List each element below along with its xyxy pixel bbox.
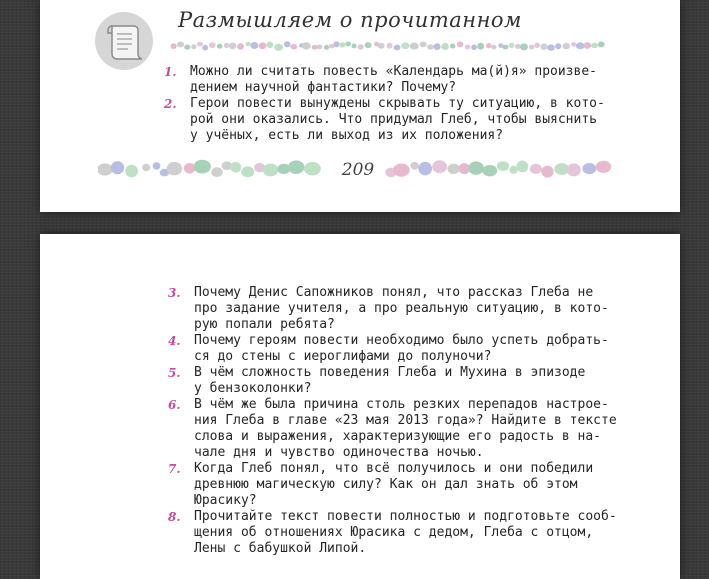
decorative-dot [401, 42, 409, 49]
decorative-dot [284, 41, 291, 47]
decorative-dot [345, 42, 351, 47]
decorative-dot [427, 44, 434, 49]
decorative-dot [250, 42, 258, 49]
question-text: Герои повести вынуждены скрывать ту ситуацию, в кото- рой они оказались. Что придумал Глеб, чтобы выяснить у учёных, есть ли выход из их положения? [190, 96, 605, 143]
decorative-dot [197, 42, 203, 47]
decorative-dot [277, 164, 290, 174]
decorative-dot [450, 44, 455, 49]
decorative-dot [457, 41, 464, 47]
decorative-dot [393, 164, 410, 177]
decorative-dot [171, 43, 177, 49]
decorative-dot [534, 43, 540, 48]
decorative-dot [142, 164, 150, 171]
decorative-dot [517, 161, 529, 173]
decorative-dot [576, 42, 585, 49]
decorative-dot [434, 43, 441, 50]
decorative-dot [230, 162, 241, 173]
decorative-dot [441, 43, 449, 50]
decorative-dot [432, 160, 447, 173]
decorative-dot [241, 166, 254, 177]
question-number: 7. [168, 462, 181, 476]
section-title: Размышляем о прочитанном [178, 8, 522, 32]
top-page [40, 0, 680, 212]
scroll-icon [95, 12, 153, 70]
decorative-dot [465, 45, 471, 50]
bottom-page [40, 234, 680, 579]
decorative-dot [555, 43, 561, 49]
footer-decorative-dots-left [98, 158, 330, 180]
decorative-dot [547, 44, 555, 50]
page-number: 209 [341, 160, 375, 180]
decorative-dot [482, 165, 497, 176]
decorative-dot [530, 164, 542, 174]
decorative-dot [304, 162, 321, 176]
decorative-dot [394, 45, 401, 51]
question-item [168, 365, 630, 397]
decorative-dot [211, 167, 222, 177]
decorative-dot [191, 44, 196, 49]
decorative-dot [302, 42, 311, 49]
decorative-dot [98, 163, 113, 175]
decorative-dot [497, 161, 509, 171]
footer-decorative-dots-right [384, 158, 620, 180]
decorative-dot [290, 44, 297, 50]
question-list-bottom [168, 285, 630, 557]
decorative-dot [184, 163, 195, 174]
decorative-dot [459, 163, 470, 174]
decorative-dot [209, 42, 216, 48]
decorative-dot [111, 161, 124, 174]
decorative-dot [177, 42, 184, 48]
question-item [164, 96, 626, 144]
decorative-dot [184, 45, 190, 50]
decorative-dot [420, 42, 427, 48]
question-text: В чём же была причина столь резких перепадов настрое- ния Глеба в главе «23 мая 2013 года»? Найдите в тексте слова и выражения, характеризующие его радость в на- чале дня и чувство одиночества ночью. [194, 397, 617, 460]
decorative-dot [447, 164, 460, 174]
decorative-dot [194, 160, 211, 174]
question-number: 6. [168, 398, 181, 412]
decorative-dot [584, 42, 591, 49]
decorative-dot [567, 163, 581, 176]
decorative-dot [237, 43, 244, 50]
decorative-dot [410, 43, 419, 50]
decorative-dot [246, 42, 251, 47]
question-item [168, 285, 630, 333]
decorative-dot [274, 44, 283, 51]
decorative-dot [125, 165, 138, 178]
decorative-dot [598, 41, 605, 47]
decorative-dot [378, 43, 385, 49]
question-number: 2. [164, 97, 177, 111]
question-text: В чём сложность поведения Глеба и Мухина в эпизоде у бензоколонки? [194, 365, 586, 396]
decorative-dot [591, 43, 598, 48]
question-item [168, 461, 630, 509]
decorative-dot [333, 41, 339, 47]
decorative-dot [510, 166, 518, 174]
decorative-dot [503, 45, 509, 50]
decorative-dot [266, 42, 273, 48]
decorative-dot [491, 45, 496, 50]
decorative-dot [486, 43, 492, 48]
decorative-dot [365, 42, 372, 48]
question-item [168, 509, 630, 557]
decorative-dot [596, 161, 612, 173]
question-item [168, 397, 630, 461]
decorative-dot [224, 43, 230, 48]
decorative-dot [477, 43, 484, 50]
decorative-dot [509, 43, 515, 48]
decorative-dot [520, 43, 528, 50]
decorative-dot [340, 42, 346, 47]
decorative-dot [167, 162, 182, 175]
decorative-dot [352, 44, 357, 49]
question-text: Можно ли считать повесть «Календарь ма(й)я» произве- дением научной фантастики? Почему? [190, 64, 597, 95]
question-item [164, 64, 626, 96]
decorative-dot [540, 43, 547, 50]
decorative-dot [471, 45, 477, 51]
decorative-dot [317, 45, 323, 50]
question-number: 3. [168, 286, 181, 300]
decorative-dot [358, 44, 364, 50]
question-number: 5. [168, 366, 181, 380]
decorative-dot [229, 43, 236, 50]
question-item [168, 333, 630, 365]
decorative-dot [410, 162, 419, 170]
decorative-dot [324, 45, 329, 50]
title-decorative-dots [170, 40, 606, 52]
decorative-dot [387, 43, 393, 49]
decorative-dot [153, 162, 161, 170]
decorative-dot [263, 164, 279, 177]
question-text: Почему Денис Сапожников понял, что рассказ Глеба не про задание учителя, а про реальную ситуацию, в кото- рую попали ребята? [194, 285, 609, 332]
decorative-dot [259, 42, 267, 49]
decorative-dot [529, 45, 535, 50]
decorative-dot [571, 42, 576, 47]
decorative-dot [541, 166, 553, 178]
decorative-dot [562, 43, 570, 49]
decorative-dot [202, 45, 208, 51]
question-number: 8. [168, 510, 181, 524]
decorative-dot [468, 161, 484, 174]
decorative-dot [418, 162, 432, 176]
decorative-dot [217, 44, 223, 49]
question-text: Прочитайте текст повести полностью и подготовьте сооб- щения об отношениях Юрасика с дедом, Глеба с отцом, Лены с бабушкой Липой. [194, 509, 617, 556]
question-number: 1. [164, 65, 177, 79]
question-number: 4. [168, 334, 181, 348]
question-list-top [164, 64, 626, 144]
question-text: Почему героям повести необходимо было успеть добрать- ся до стены с иероглифами до полуночи? [194, 333, 609, 364]
decorative-dot [288, 160, 304, 174]
question-text: Когда Глеб понял, что всё получилось и они победили древнюю магическую силу? Как он дал знать об этом Юрасику? [194, 461, 594, 508]
decorative-dot [582, 163, 596, 174]
